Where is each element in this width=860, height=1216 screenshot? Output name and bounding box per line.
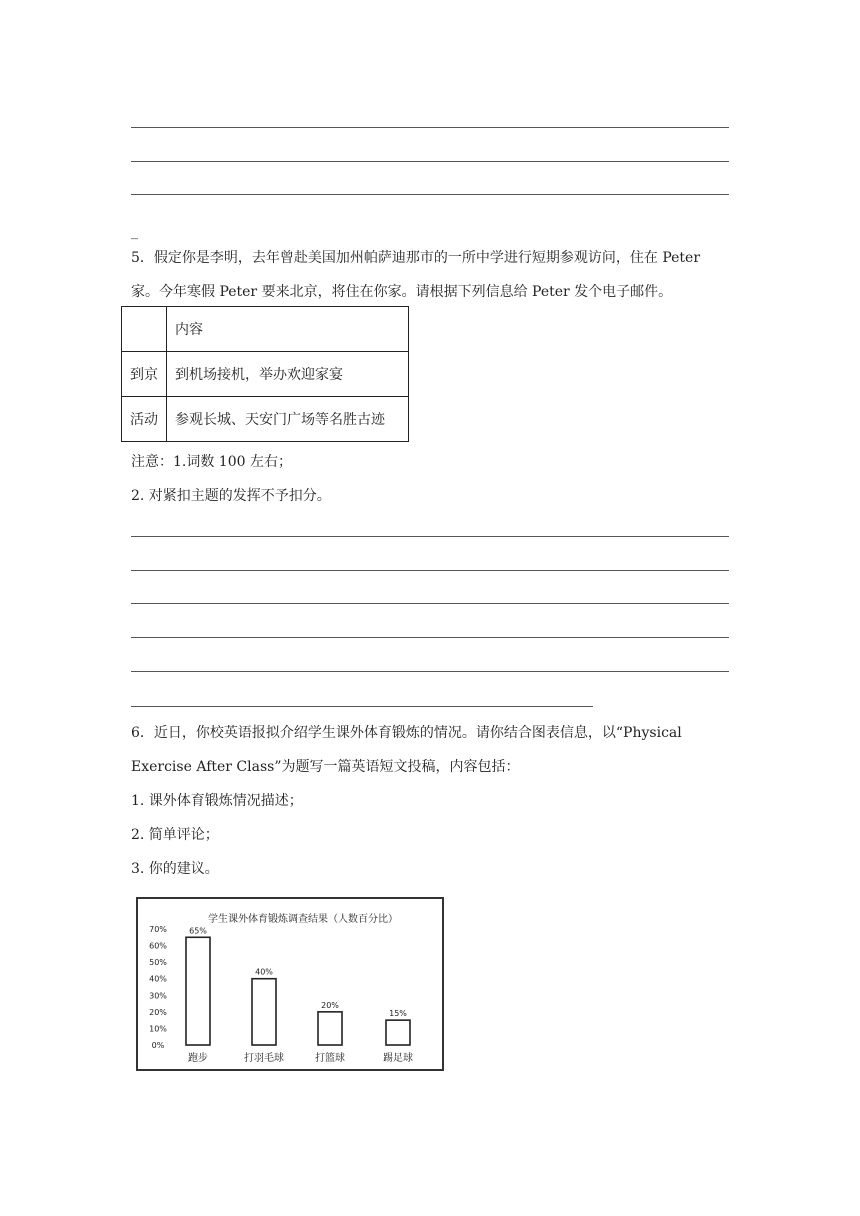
- answer-line: [131, 161, 729, 162]
- q6-item-3: 3. 你的建议。: [131, 861, 219, 877]
- answer-line: [131, 536, 729, 537]
- table-row: [122, 307, 409, 352]
- y-tick-label: 20%: [149, 1007, 167, 1017]
- y-axis-ticks: [149, 925, 167, 1050]
- y-tick-label: 50%: [149, 958, 167, 968]
- answer-line: [131, 194, 729, 195]
- data-label: 65%: [189, 926, 207, 936]
- data-label: 20%: [321, 1000, 339, 1010]
- y-tick-label: 70%: [149, 925, 167, 934]
- q5-prompt-line2: 家。今年寒假 Peter 要来北京，将住在你家。请根据下列信息给 Peter 发个电子邮件。: [131, 284, 673, 300]
- table-cell: 到机场接机，举办欢迎家宴: [167, 352, 409, 397]
- bar: [186, 937, 210, 1045]
- table-cell: [122, 307, 167, 352]
- table-cell: 活动: [122, 397, 167, 442]
- answer-line: [131, 127, 729, 128]
- y-tick-label: 40%: [149, 974, 167, 984]
- chart-title: 学生课外体育锻炼调查结果（人数百分比）: [208, 914, 398, 925]
- survey-chart: [136, 897, 444, 1071]
- q5-note1: 注意：1.词数 100 左右；: [131, 454, 292, 470]
- q6-prompt-line2: Exercise After Class”为题写一篇英语短文投稿，内容包括：: [131, 759, 520, 775]
- table-cell: 到京: [122, 352, 167, 397]
- data-label: 15%: [389, 1009, 407, 1019]
- bars: [186, 937, 410, 1045]
- data-label: 40%: [255, 967, 273, 977]
- answer-line: [131, 570, 729, 571]
- bar: [318, 1012, 342, 1045]
- bar: [252, 979, 276, 1045]
- table-cell: 参观长城、天安门广场等名胜古迹: [167, 397, 409, 442]
- table-row: [122, 397, 409, 442]
- answer-line-end: _: [131, 224, 138, 240]
- q6-item-1: 1. 课外体育锻炼情况描述；: [131, 793, 303, 809]
- answer-line: [131, 603, 729, 604]
- y-tick-label: 60%: [149, 941, 167, 951]
- y-tick-label: 30%: [149, 991, 167, 1001]
- data-labels: [189, 926, 407, 1018]
- x-tick-label: 踢足球: [383, 1053, 413, 1064]
- q5-note2: 2. 对紧扣主题的发挥不予扣分。: [131, 488, 331, 504]
- table-header-content: 内容: [167, 307, 409, 352]
- answer-line: [131, 637, 729, 638]
- x-tick-label: 打篮球: [315, 1053, 345, 1064]
- x-tick-label: 打羽毛球: [244, 1053, 284, 1064]
- answer-line: [131, 671, 729, 672]
- chart-svg: [138, 899, 442, 1069]
- table-row: [122, 352, 409, 397]
- y-tick-label: 10%: [149, 1024, 167, 1034]
- q5-prompt-line1: 5．假定你是李明，去年曾赴美国加州帕萨迪那市的一所中学进行短期参观访问，住在 Peter: [131, 250, 701, 266]
- bar: [386, 1020, 410, 1045]
- x-axis-labels: [188, 1051, 413, 1064]
- q6-prompt-line1: 6．近日，你校英语报拟介绍学生课外体育锻炼的情况。请你结合图表信息，以“Physical: [131, 725, 682, 741]
- q6-item-2: 2. 简单评论；: [131, 827, 219, 843]
- info-table: [121, 306, 409, 442]
- answer-line: [131, 706, 593, 707]
- x-tick-label: 跑步: [188, 1053, 208, 1064]
- y-tick-label: 0%: [151, 1041, 165, 1050]
